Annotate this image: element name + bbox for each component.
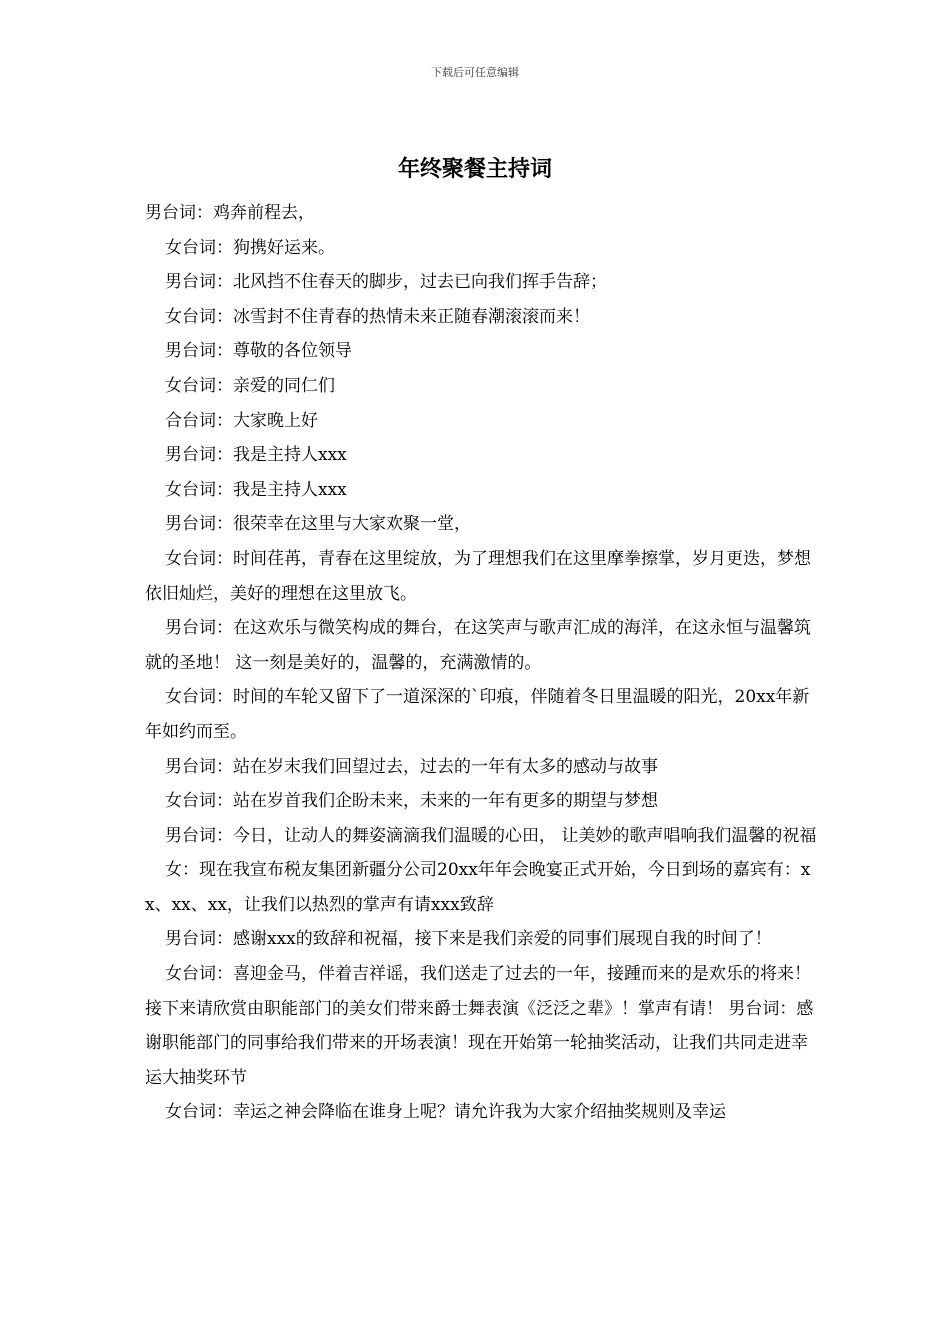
paragraph: 女台词：狗携好运来。 — [165, 237, 335, 258]
paragraph: 女：现在我宣布税友集团新疆分公司20xx年年会晚宴正式开始，今日到场的嘉宾有：xx、xx、xx，让我们以热烈的掌声有请xxx致辞 — [145, 860, 811, 915]
paragraph: 男台词：感谢xxx的致辞和祝福，接下来是我们亲爱的同事们展现自我的时间了！ — [165, 929, 772, 950]
paragraph: 女台词：喜迎金马，伴着吉祥谣，我们送走了过去的一年，接踵而来的是欢乐的将来！接下来请欣赏由职能部门的美女们带来爵士舞表演《泛泛之辈》！掌声有请！ 男台词：感谢职能部门的同事给我们带来的开场表演！现在开始第一轮抽奖活动，让我们共同走进幸运大抽奖环节 — [145, 964, 814, 1088]
document-title: 年终聚餐主持词 — [397, 156, 552, 182]
paragraph: 女台词：幸运之神会降临在谁身上呢？请允许我为大家介绍抽奖规则及幸运 — [165, 1102, 726, 1123]
paragraph: 女台词：站在岁首我们企盼未来，未来的一年有更多的期望与梦想 — [165, 791, 658, 812]
paragraph: 男台词：站在岁末我们回望过去，过去的一年有太多的感动与故事 — [165, 756, 658, 777]
paragraph: 男台词：鸡奔前程去， — [145, 203, 315, 223]
paragraph: 男台词：北风挡不住春天的脚步，过去已向我们挥手告辞； — [165, 272, 607, 293]
header-note: 下载后可任意编辑 — [431, 66, 519, 79]
paragraph: 男台词：在这欢乐与微笑构成的舞台，在这笑声与歌声汇成的海洋，在这永恒与温馨筑就的圣地！ 这一刻是美好的，温馨的，充满激情的。 — [145, 618, 811, 673]
paragraph: 女台词：亲爱的同仁们 — [165, 375, 335, 396]
paragraph: 男台词：我是主持人xxx — [165, 445, 347, 466]
paragraph: 男台词：今日，让动人的舞姿滴滴我们温暖的心田， 让美妙的歌声唱响我们温馨的祝福 — [165, 825, 817, 846]
paragraph: 合台词：大家晚上好 — [165, 410, 318, 431]
paragraph: 男台词：很荣幸在这里与大家欢聚一堂， — [165, 514, 471, 535]
document-body — [145, 196, 817, 1130]
paragraph: 女台词：我是主持人xxx — [165, 479, 347, 500]
paragraph: 女台词：冰雪封不住青春的热情未来正随春潮滚滚而来！ — [165, 306, 590, 327]
paragraph: 女台词：时间荏苒，青春在这里绽放，为了理想我们在这里摩拳擦掌，岁月更迭，梦想依旧灿烂，美好的理想在这里放飞。 — [145, 548, 811, 604]
paragraph: 女台词：时间的车轮又留下了一道深深的`印痕，伴随着冬日里温暖的阳光，20xx年新年如约而至。 — [145, 687, 810, 742]
paragraph: 男台词：尊敬的各位领导 — [165, 341, 352, 362]
